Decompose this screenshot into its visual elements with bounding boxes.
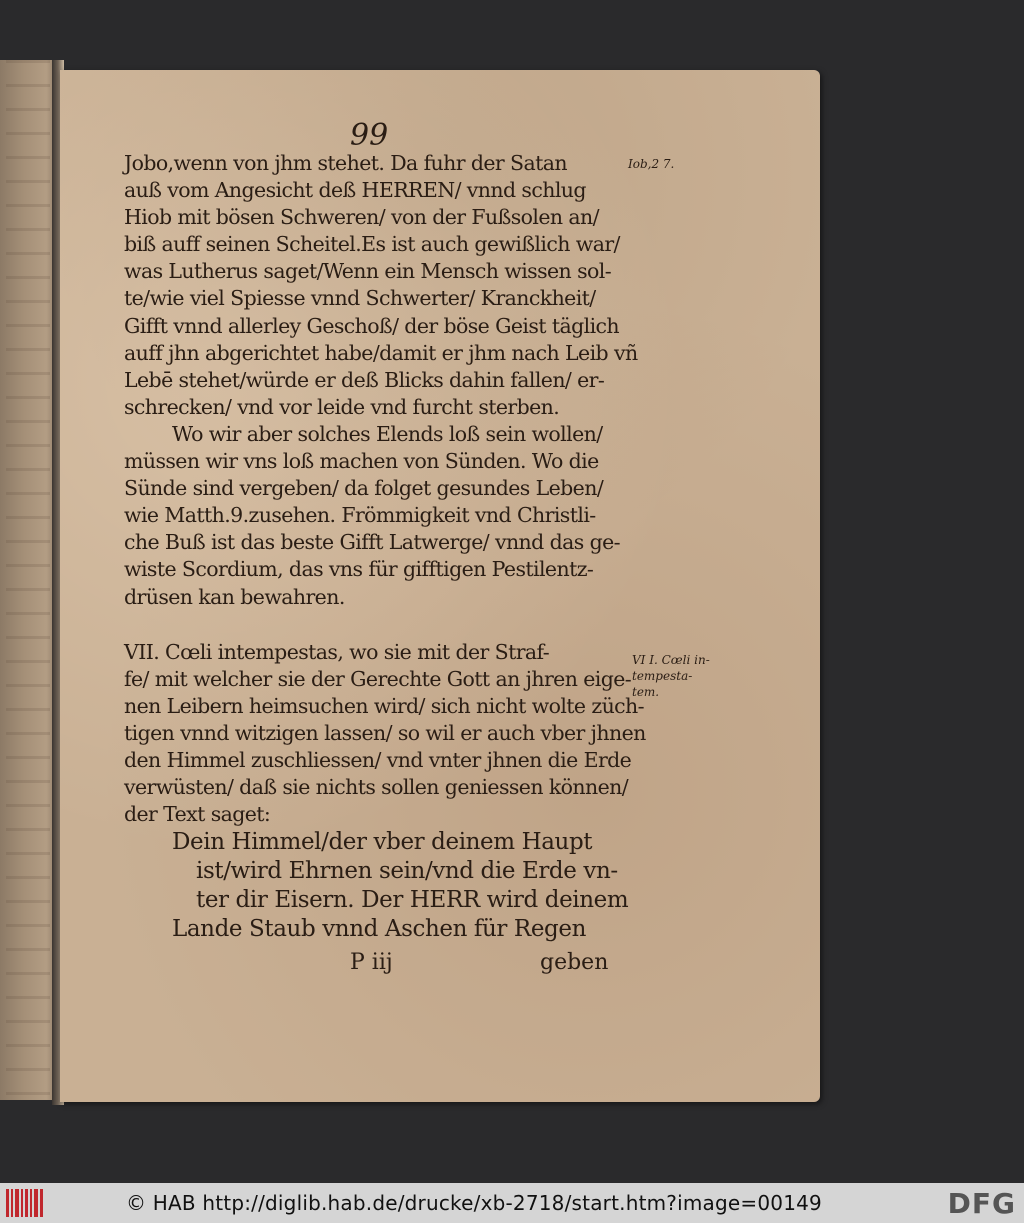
margin-note: Iob,2 7.	[628, 157, 675, 171]
quote-line: ist/wird Ehrnen sein/vnd die Erde vn-	[196, 858, 618, 885]
quote-line: Lande Staub vnnd Aschen für Regen	[172, 916, 587, 943]
margin-note: VI I. Cœli in-tempesta-tem.	[632, 653, 710, 699]
text-line: fe/ mit welcher sie der Gerechte Gott an jhren eige-	[124, 666, 632, 691]
text-line: auß vom Angesicht deß HERREN/ vnnd schlug	[124, 178, 586, 203]
footer-bar	[0, 1183, 1024, 1223]
dfg-logo: DFG	[947, 1187, 1016, 1220]
text-line: wie Matth.9.zusehen. Frömmigkeit vnd Christli-	[124, 503, 596, 528]
text-line: Sünde sind vergeben/ da folget gesundes Leben/	[124, 476, 604, 501]
text-line: wiste Scordium, das vns für gifftigen Pestilentz-	[124, 557, 594, 582]
quote-line: Dein Himmel/der vber deinem Haupt	[172, 829, 593, 856]
signature-mark: P iij	[350, 950, 393, 975]
catchword: geben	[540, 950, 609, 975]
page-number: 99	[350, 118, 389, 153]
text-line: den Himmel zuschliessen/ vnd vnter jhnen die Erde	[124, 747, 632, 772]
text-line: auff jhn abgerichtet habe/damit er jhm nach Leib vñ	[124, 340, 638, 365]
hab-logo-icon	[6, 1189, 44, 1217]
quote-line: ter dir Eisern. Der HERR wird deinem	[196, 887, 629, 914]
text-line: müssen wir vns loß machen von Sünden. Wo die	[124, 449, 599, 474]
page-body-text	[124, 150, 646, 944]
credit-link[interactable]: © HAB http://diglib.hab.de/drucke/xb-2718/start.htm?image=00149	[126, 1191, 822, 1215]
text-line: Hiob mit bösen Schweren/ von der Fußsolen an/	[124, 205, 599, 230]
text-line: Gifft vnnd allerley Geschoß/ der böse Geist täglich	[124, 313, 620, 338]
text-line: Wo wir aber solches Elends loß sein wollen/	[172, 421, 603, 446]
text-line: te/wie viel Spiesse vnnd Schwerter/ Kranckheit/	[124, 286, 596, 311]
text-line: schrecken/ vnd vor leide vnd furcht sterben.	[124, 394, 560, 419]
text-line: tigen vnnd witzigen lassen/ so wil er auch vber jhnen	[124, 720, 646, 745]
text-line: VII. Cœli intempestas, wo sie mit der Straf-	[124, 639, 550, 664]
text-line: was Lutherus saget/Wenn ein Mensch wissen sol-	[124, 259, 612, 284]
text-line: drüsen kan bewahren.	[124, 584, 345, 609]
text-line: biß auff seinen Scheitel.Es ist auch gewißlich war/	[124, 232, 620, 257]
text-line: Lebē stehet/würde er deß Blicks dahin fallen/ er-	[124, 367, 605, 392]
text-line: nen Leibern heimsuchen wird/ sich nicht wolte züch-	[124, 693, 644, 718]
text-line: verwüsten/ daß sie nichts sollen geniessen können/	[124, 775, 629, 800]
text-line: der Text saget:	[124, 802, 271, 827]
previous-page-edge	[0, 60, 58, 1100]
text-line: che Buß ist das beste Gifft Latwerge/ vnnd das ge-	[124, 530, 620, 555]
text-line: Jobo,wenn von jhm stehet. Da fuhr der Satan	[124, 151, 567, 175]
